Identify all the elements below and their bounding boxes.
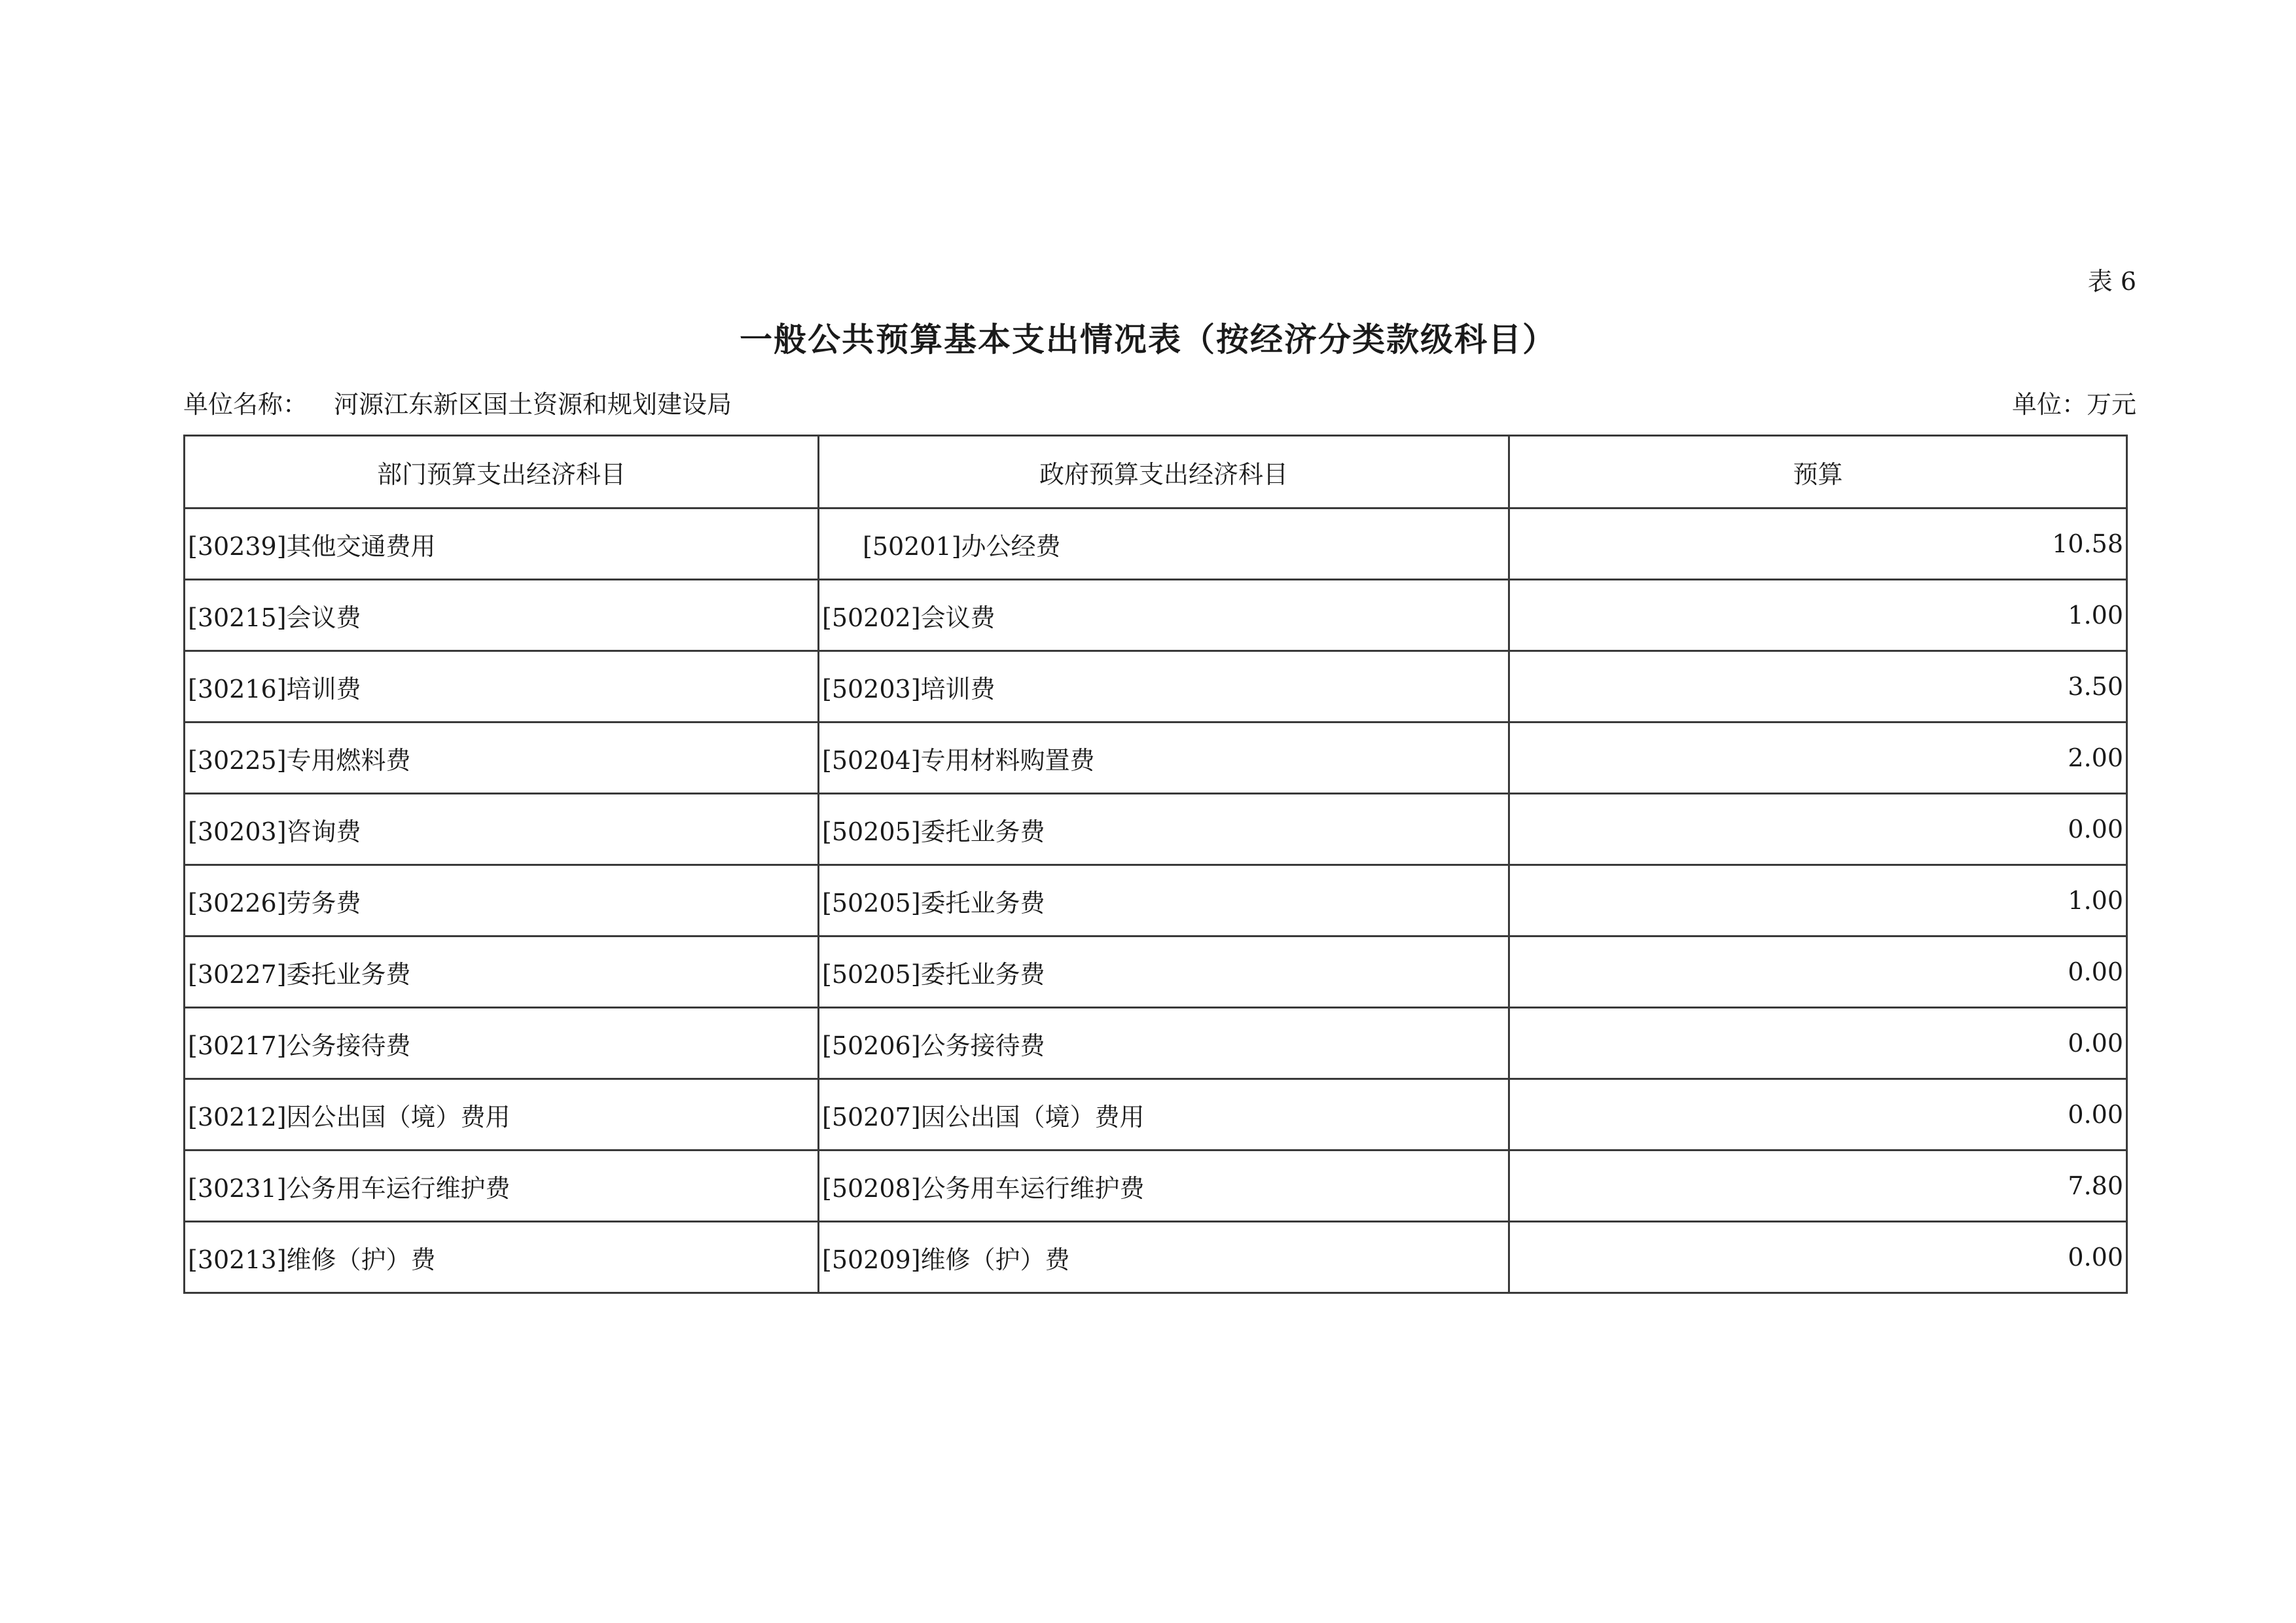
budget-amount-cell: 0.00 (1509, 1222, 2127, 1293)
dept-subject-cell: [30216]培训费 (185, 651, 819, 722)
table-row (185, 508, 2127, 580)
dept-subject-cell: [30226]劳务费 (185, 865, 819, 936)
budget-amount-cell: 7.80 (1509, 1150, 2127, 1222)
table-row (185, 1150, 2127, 1222)
gov-subject-cell: [50208]公务用车运行维护费 (819, 1150, 1509, 1222)
unit-name-line (183, 386, 732, 423)
budget-amount-cell: 0.00 (1509, 794, 2127, 865)
budget-table (183, 435, 2128, 1294)
budget-amount-cell: 2.00 (1509, 722, 2127, 794)
dept-subject-cell: [30203]咨询费 (185, 794, 819, 865)
unit-name-value: 河源江东新区国土资源和规划建设局 (334, 390, 732, 419)
dept-subject-cell: [30215]会议费 (185, 580, 819, 651)
gov-subject-cell: [50201]办公经费 (819, 508, 1509, 580)
budget-amount-cell: 1.00 (1509, 865, 2127, 936)
gov-subject-cell: [50205]委托业务费 (819, 794, 1509, 865)
table-row (185, 1008, 2127, 1079)
budget-amount-cell: 0.00 (1509, 1008, 2127, 1079)
table-row (185, 580, 2127, 651)
budget-amount-cell: 10.58 (1509, 508, 2127, 580)
header-gov-subject: 政府预算支出经济科目 (819, 436, 1509, 508)
table-row (185, 865, 2127, 936)
budget-amount-cell: 1.00 (1509, 580, 2127, 651)
table-row (185, 936, 2127, 1008)
gov-subject-cell: [50204]专用材料购置费 (819, 722, 1509, 794)
dept-subject-cell: [30225]专用燃料费 (185, 722, 819, 794)
budget-amount-cell: 0.00 (1509, 1079, 2127, 1150)
budget-amount-cell: 0.00 (1509, 936, 2127, 1008)
gov-subject-cell: [50203]培训费 (819, 651, 1509, 722)
gov-subject-cell: [50205]委托业务费 (819, 936, 1509, 1008)
dept-subject-cell: [30213]维修（护）费 (185, 1222, 819, 1293)
budget-amount-cell: 3.50 (1509, 651, 2127, 722)
dept-subject-cell: [30212]因公出国（境）费用 (185, 1079, 819, 1150)
dept-subject-cell: [30239]其他交通费用 (185, 508, 819, 580)
currency-unit: 单位：万元 (2011, 390, 2136, 419)
table-row (185, 794, 2127, 865)
table-row (185, 651, 2127, 722)
unit-name-label: 单位名称： (183, 390, 308, 419)
header-budget: 预算 (1509, 436, 2127, 508)
gov-subject-cell: [50206]公务接待费 (819, 1008, 1509, 1079)
header-dept-subject: 部门预算支出经济科目 (185, 436, 819, 508)
table-number: 表 6 (2087, 267, 2136, 296)
gov-subject-cell: [50207]因公出国（境）费用 (819, 1079, 1509, 1150)
dept-subject-cell: [30227]委托业务费 (185, 936, 819, 1008)
table-header-row (185, 436, 2127, 508)
dept-subject-cell: [30217]公务接待费 (185, 1008, 819, 1079)
gov-subject-cell: [50205]委托业务费 (819, 865, 1509, 936)
table-row (185, 722, 2127, 794)
gov-subject-cell: [50202]会议费 (819, 580, 1509, 651)
table-row (185, 1222, 2127, 1293)
dept-subject-cell: [30231]公务用车运行维护费 (185, 1150, 819, 1222)
table-row (185, 1079, 2127, 1150)
gov-subject-cell: [50209]维修（护）费 (819, 1222, 1509, 1293)
page-title: 一般公共预算基本支出情况表（按经济分类款级科目） (740, 320, 1556, 359)
